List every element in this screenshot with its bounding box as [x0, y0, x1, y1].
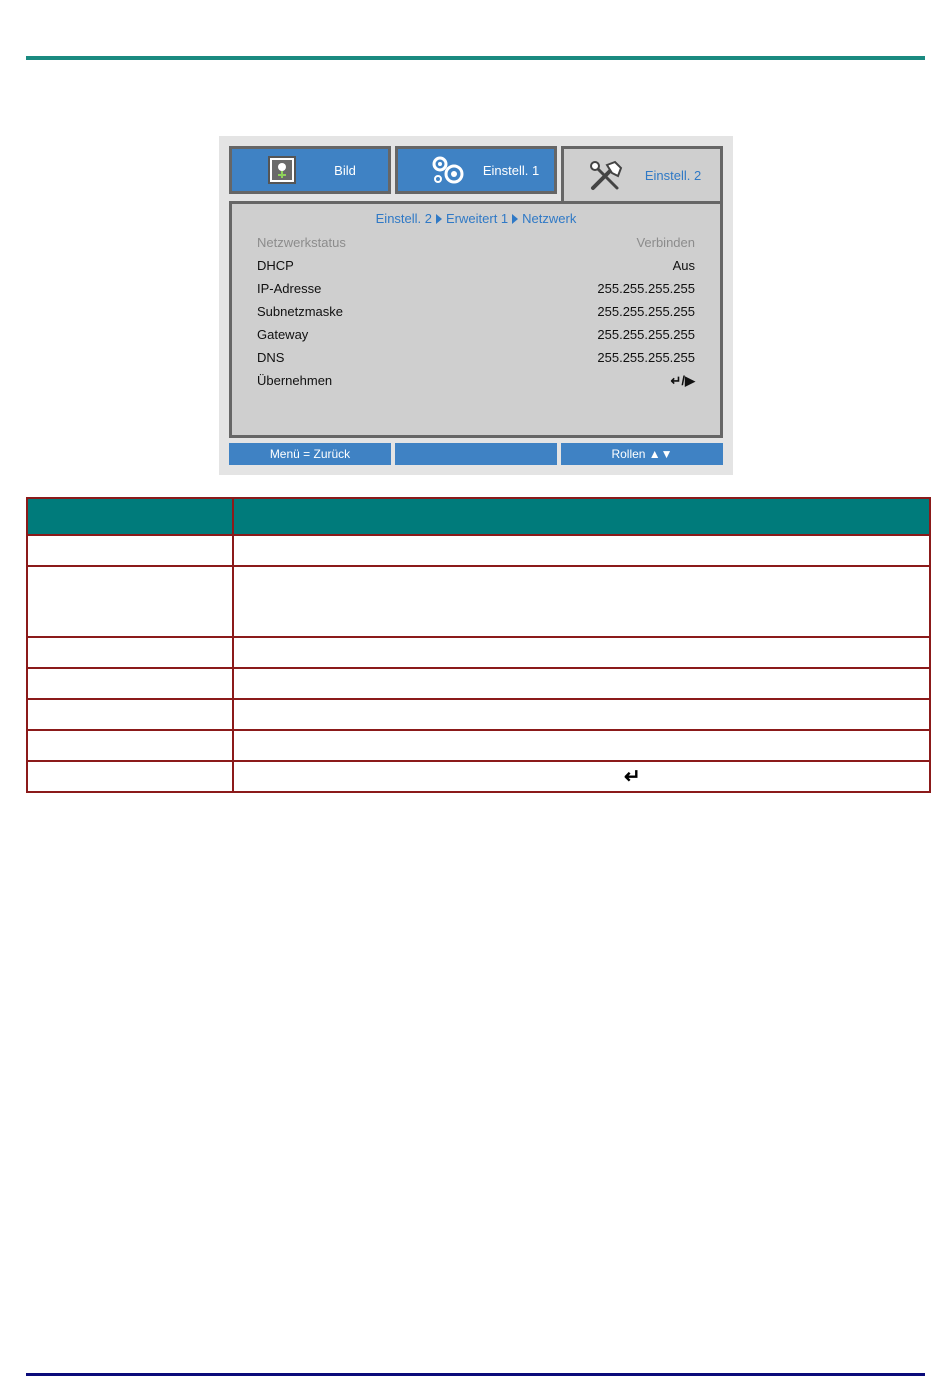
- chevron-right-icon: [436, 214, 442, 224]
- table-cell: [27, 699, 233, 730]
- enter-icon: ↵/▶: [670, 373, 695, 388]
- menu-row-gateway[interactable]: [257, 327, 695, 345]
- menu-row-uebernehmen[interactable]: [257, 373, 695, 391]
- table-cell: [27, 566, 233, 637]
- row-label: DNS: [257, 350, 285, 365]
- table-cell: [233, 637, 930, 668]
- table-header-cell: [233, 498, 930, 535]
- picture-icon: [262, 153, 302, 187]
- table-cell: [27, 535, 233, 566]
- table-header-cell: [27, 498, 233, 535]
- bottom-rule: [26, 1373, 925, 1376]
- tab-label: Einstell. 1: [482, 162, 540, 178]
- table-cell: [233, 535, 930, 566]
- breadcrumb: [232, 211, 720, 226]
- row-label: Netzwerkstatus: [257, 235, 346, 250]
- row-value: Aus: [672, 258, 695, 273]
- table-cell: [233, 730, 930, 761]
- table-row: [27, 566, 930, 637]
- table-cell: [27, 730, 233, 761]
- footer-middle: [395, 443, 557, 465]
- footer-scroll: [561, 443, 723, 465]
- row-value: 255.255.255.255: [597, 350, 695, 365]
- table-header-row: [27, 498, 930, 535]
- chevron-right-icon: [512, 214, 518, 224]
- tab-einstell-1[interactable]: [395, 146, 557, 194]
- row-label: Gateway: [257, 327, 309, 342]
- settings-panel: [229, 201, 723, 438]
- row-value: Verbinden: [636, 235, 695, 250]
- menu-row-dns[interactable]: [257, 350, 695, 368]
- row-label: Übernehmen: [257, 373, 333, 388]
- table-row: [27, 699, 930, 730]
- breadcrumb-item: Einstell. 2: [375, 211, 433, 226]
- gears-icon: [428, 153, 468, 187]
- table-cell: [27, 761, 233, 792]
- row-label: Subnetzmaske: [257, 304, 343, 319]
- row-value: 255.255.255.255: [597, 304, 695, 319]
- row-value: 255.255.255.255: [597, 281, 695, 296]
- table-cell: [233, 761, 930, 792]
- tab-einstell-2[interactable]: [561, 146, 723, 202]
- menu-row-ip-adresse[interactable]: [257, 281, 695, 299]
- row-label: DHCP: [257, 258, 294, 273]
- breadcrumb-item: Netzwerk: [522, 211, 577, 226]
- tools-icon: [586, 159, 626, 193]
- menu-row-netzwerkstatus: [257, 235, 695, 253]
- settings-description-table: [26, 497, 931, 793]
- footer-menu-back: [229, 443, 391, 465]
- table-cell: [233, 699, 930, 730]
- footer-label: Menü = Zurück: [269, 447, 351, 461]
- table-cell: [233, 668, 930, 699]
- table-row: [27, 668, 930, 699]
- tab-label: Bild: [334, 162, 356, 178]
- breadcrumb-item: Erweitert 1: [446, 211, 509, 226]
- tab-label: Einstell. 2: [644, 168, 702, 183]
- table-cell: [233, 566, 930, 637]
- table-row: [27, 637, 930, 668]
- table-cell: [27, 668, 233, 699]
- row-label: IP-Adresse: [257, 281, 322, 296]
- menu-row-dhcp[interactable]: [257, 258, 695, 276]
- table-row: [27, 535, 930, 566]
- table-row: [27, 730, 930, 761]
- tab-bild[interactable]: [229, 146, 391, 194]
- footer-label: Rollen ▲▼: [611, 447, 673, 461]
- row-value: 255.255.255.255: [597, 327, 695, 342]
- table-row: [27, 761, 930, 792]
- enter-icon: ↵: [624, 765, 641, 788]
- top-rule: [26, 56, 925, 60]
- osd-menu-screenshot: [219, 136, 733, 475]
- table-cell: [27, 637, 233, 668]
- menu-row-subnetzmaske[interactable]: [257, 304, 695, 322]
